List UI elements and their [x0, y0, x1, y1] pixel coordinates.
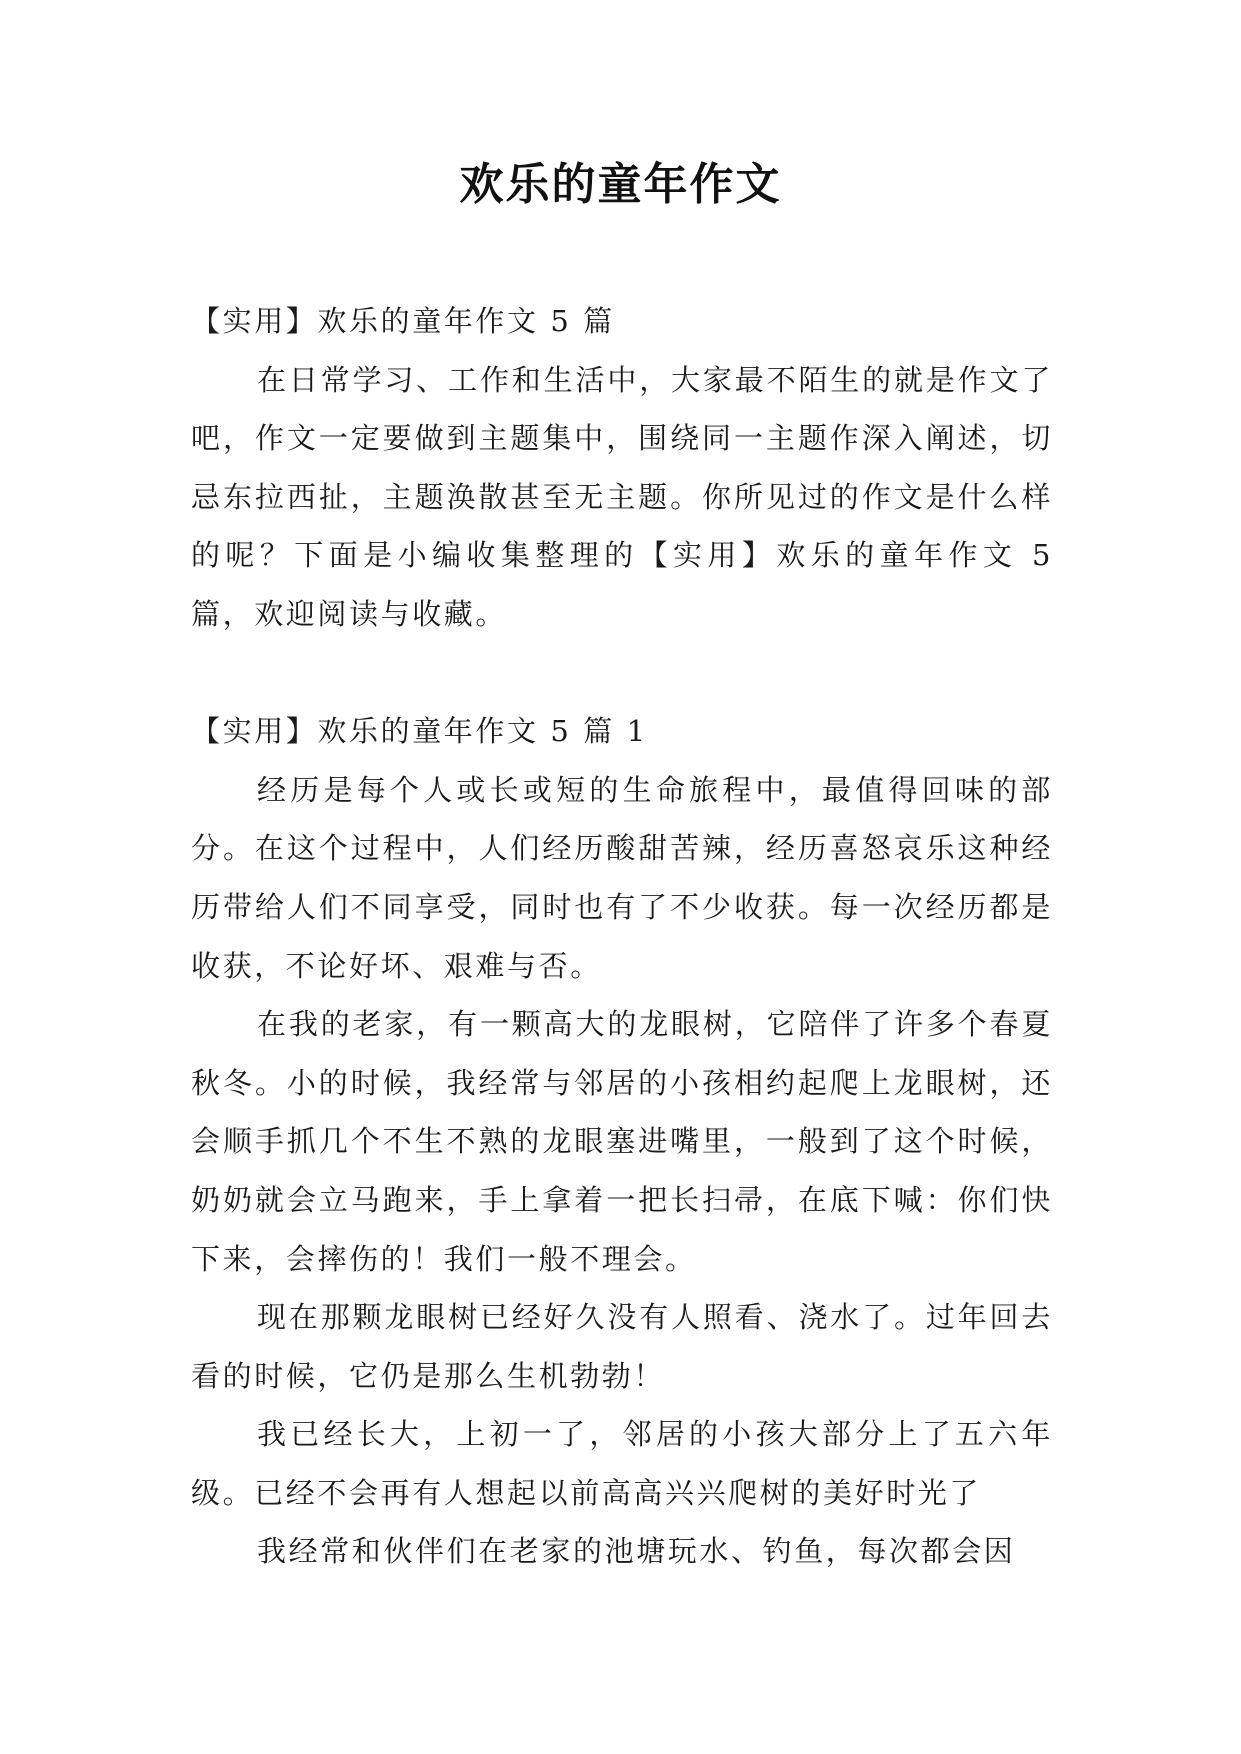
section1-heading: 【实用】欢乐的童年作文 5 篇 1	[191, 714, 648, 749]
section1-paragraph: 经历是每个人或长或短的生命旅程中，最值得回味的部分。在这个过程中，人们经历酸甜苦辣，经历喜怒哀乐这种经历带给人们不同享受，同时也有了不少收获。每一次经历都是收获，不论好坏、艰难与否。	[191, 772, 1053, 983]
section-spacer	[191, 644, 1053, 703]
intro-paragraph: 在日常学习、工作和生活中，大家最不陌生的就是作文了吧，作文一定要做到主题集中，围绕同一主题作深入阐述，切忌东拉西扯，主题涣散甚至无主题。你所见过的作文是什么样的呢？下面是小编收集整理的【实用】欢乐的童年作文 5 篇，欢迎阅读与收藏。	[191, 362, 1053, 631]
section1-paragraph: 我已经长大，上初一了，邻居的小孩大部分上了五六年级。已经不会再有人想起以前高高兴兴爬树的美好时光了	[191, 1417, 1053, 1510]
section1-paragraph: 我经常和伙伴们在老家的池塘玩水、钓鱼，每次都会因	[257, 1534, 1016, 1569]
document-title: 欢乐的童年作文	[459, 159, 782, 210]
intro-heading: 【实用】欢乐的童年作文 5 篇	[191, 304, 615, 338]
section1-paragraph: 在我的老家，有一颗高大的龙眼树，它陪伴了许多个春夏秋冬。小的时候，我经常与邻居的小孩相约起爬上龙眼树，还会顺手抓几个不生不熟的龙眼塞进嘴里，一般到了这个时候，奶奶就会立马跑来，手上拿着一把长扫帚，在底下喊：你们快下来，会摔伤的！我们一般不理会。	[191, 1007, 1053, 1276]
section1-paragraph: 现在那颗龙眼树已经好久没有人照看、浇水了。过年回去看的时候，它仍是那么生机勃勃！	[191, 1300, 1053, 1393]
document-body	[191, 292, 1053, 1581]
